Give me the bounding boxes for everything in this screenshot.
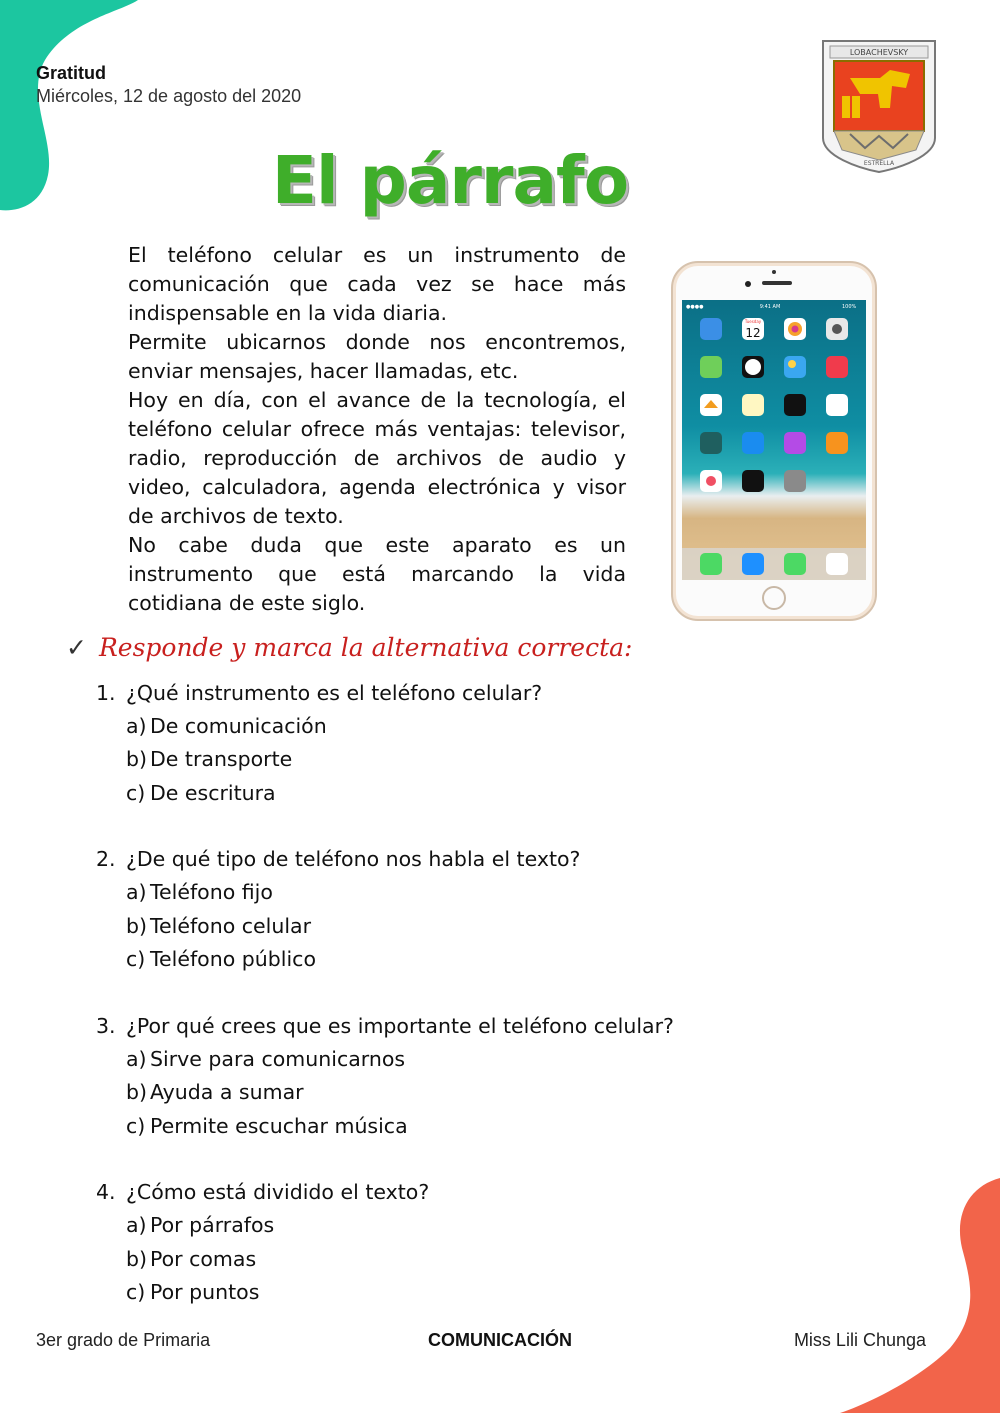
footer-subject: COMUNICACIÓN: [428, 1330, 572, 1350]
option-letter: b): [126, 747, 148, 772]
phone-battery: 100%: [842, 304, 857, 310]
calendar-day: 12: [745, 326, 761, 340]
answer-option[interactable]: [96, 909, 674, 943]
reading-text: [128, 241, 626, 618]
reading-paragraph: Permite ubicarnos donde nos encontremos, enviar mensajes, hacer llamadas, etc.: [128, 330, 626, 383]
option-letter: a): [126, 880, 147, 905]
question-text: ¿Por qué crees que es importante el teléfono celular?: [126, 1013, 674, 1038]
answer-option[interactable]: [96, 1242, 674, 1276]
question-4: [96, 1176, 674, 1310]
option-text: De comunicación: [150, 713, 327, 738]
option-text: Ayuda a sumar: [150, 1080, 304, 1105]
answer-option[interactable]: [96, 709, 674, 743]
option-letter: c): [126, 947, 146, 972]
answer-option[interactable]: [96, 1209, 674, 1243]
svg-text:●●●●: ●●●●: [686, 304, 704, 310]
option-letter: b): [126, 1080, 148, 1105]
option-letter: b): [126, 913, 148, 938]
question-text: ¿Cómo está dividido el texto?: [126, 1180, 430, 1204]
answer-option[interactable]: [96, 1276, 674, 1310]
page-title: El párrafo: [271, 142, 629, 219]
option-text: De escritura: [150, 780, 276, 805]
reading-paragraph: El teléfono celular es un instrumento de comunicación que cada vez se hace más indispensable en la vida diaria.: [128, 243, 626, 325]
question-1: [96, 676, 674, 810]
instruction-text: Responde y marca la alternativa correcta:: [98, 633, 633, 662]
answer-option[interactable]: [96, 1076, 674, 1110]
phone-time: 9:41 AM: [759, 304, 781, 310]
instruction-heading: [66, 633, 632, 662]
answer-option[interactable]: [96, 943, 674, 977]
answer-option[interactable]: [96, 1042, 674, 1076]
option-text: Por puntos: [150, 1280, 260, 1305]
question-number: 4.: [96, 1180, 116, 1204]
question-3: [96, 1009, 674, 1143]
option-letter: c): [126, 1113, 146, 1138]
orange-corner-blob: [830, 1178, 1000, 1413]
option-text: Por párrafos: [150, 1213, 275, 1238]
teal-corner-blob: [0, 0, 140, 215]
option-letter: c): [126, 1280, 146, 1305]
option-text: Teléfono público: [150, 947, 316, 972]
question-number: 2.: [96, 847, 116, 871]
question-list: [96, 676, 674, 1342]
option-text: Teléfono celular: [150, 913, 312, 938]
answer-option[interactable]: [96, 1109, 674, 1143]
header-date: Miércoles, 12 de agosto del 2020: [36, 86, 302, 106]
smartphone-illustration: [670, 260, 878, 622]
answer-option[interactable]: [96, 876, 674, 910]
checkmark-icon: ✓: [66, 633, 87, 662]
option-text: Teléfono fijo: [150, 880, 273, 905]
option-letter: a): [126, 1046, 147, 1071]
option-letter: c): [126, 780, 146, 805]
answer-option[interactable]: [96, 743, 674, 777]
option-text: Por comas: [150, 1246, 257, 1271]
question-text: ¿De qué tipo de teléfono nos habla el texto?: [126, 847, 581, 871]
crest-bottom-text: ESTRELLA: [863, 160, 895, 167]
question-number: 3.: [96, 1013, 116, 1038]
option-text: Sirve para comunicarnos: [150, 1046, 406, 1071]
question-number: 1.: [96, 680, 116, 705]
option-letter: b): [126, 1246, 148, 1271]
question-text: ¿Qué instrumento es el teléfono celular?: [126, 680, 543, 705]
option-letter: a): [126, 1213, 147, 1238]
option-text: De transporte: [150, 747, 293, 772]
answer-option[interactable]: [96, 776, 674, 810]
school-crest-logo: [820, 38, 938, 174]
option-letter: a): [126, 713, 147, 738]
crest-banner-text: LOBACHEVSKY: [849, 48, 909, 57]
option-text: Permite escuchar música: [150, 1113, 408, 1138]
footer-grade: 3er grado de Primaria: [36, 1330, 211, 1350]
footer-teacher: Miss Lili Chunga: [793, 1330, 926, 1350]
reading-paragraph: No cabe duda que este aparato es un instrumento que está marcando la vida cotidiana de este siglo.: [128, 533, 626, 615]
header-virtue: Gratitud: [36, 63, 106, 83]
reading-paragraph: Hoy en día, con el avance de la tecnología, el teléfono celular ofrece más ventajas: televisor, radio, reproducción de archivos de audio y video, calculadora, agenda electrónica y visor de archivos de texto.: [128, 388, 626, 528]
question-2: [96, 843, 674, 977]
calendar-weekday: Tuesday: [744, 319, 762, 324]
